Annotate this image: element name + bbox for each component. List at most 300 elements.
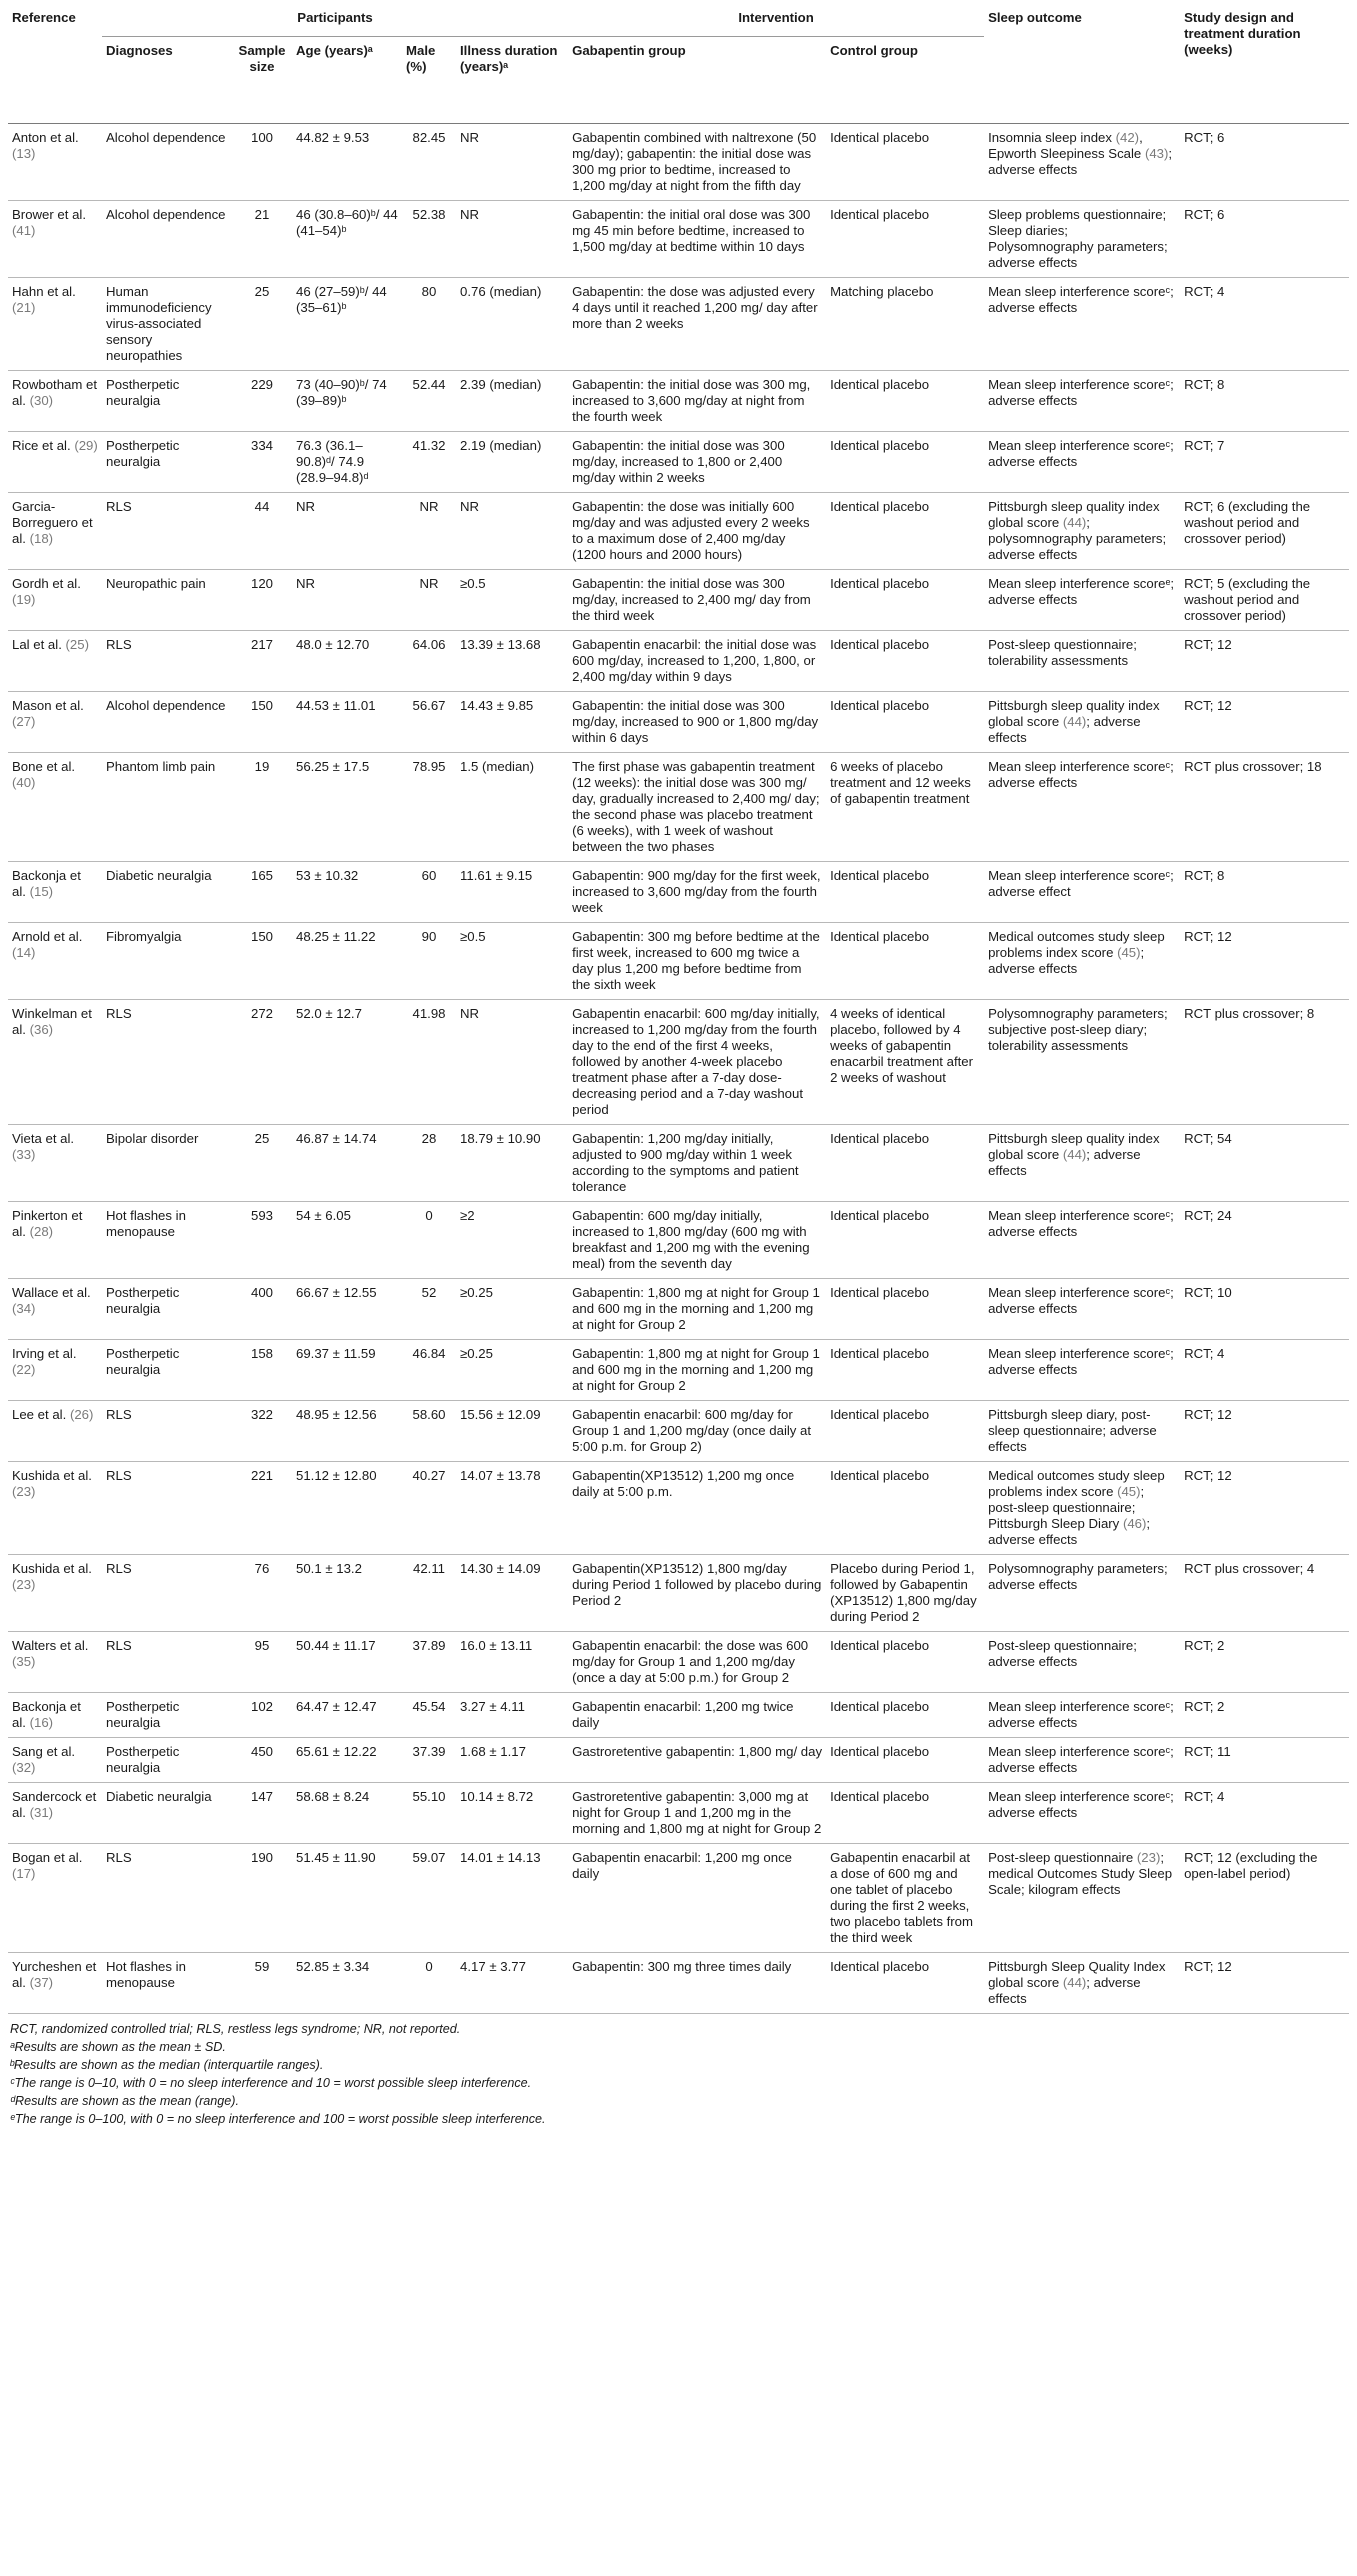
diagnosis-cell: Hot flashes in menopause [106,1959,186,1990]
reference-cell [8,1462,102,1555]
reference-cell [8,493,102,570]
male-percent-cell: 28 [421,1131,437,1146]
table-row [8,124,1349,201]
reference-author: Hahn et al. [12,284,76,299]
male-percent-cell: 60 [421,868,437,883]
gabapentin-group-cell: Gabapentin: 600 mg/day initially, increased to 1,800 mg/day (600 mg with breakfast and 1,200 mg with the evening meal) from the seventh day [572,1208,810,1271]
male-percent-cell: 55.10 [412,1789,446,1804]
header-intervention: Intervention [568,8,984,37]
reference-number-link[interactable]: (27) [12,714,36,729]
reference-number-link[interactable]: (13) [12,146,36,161]
age-cell: 48.25 ± 11.22 [296,929,376,944]
citation-link[interactable]: (43) [1144,146,1169,161]
sleep-outcome-cell: Mean sleep interference scoreᶜ; adverse effects [988,284,1174,315]
diagnosis-cell: RLS [106,1006,132,1021]
age-cell: 64.47 ± 12.47 [296,1699,377,1714]
study-design-cell: RCT; 11 [1184,1744,1231,1759]
sample-size-cell: 165 [250,868,273,883]
citation-link[interactable]: (44) [1062,515,1087,530]
sleep-outcome-cell: Medical outcomes study sleep problems index score (45); adverse effects [988,929,1165,976]
reference-cell [8,570,102,631]
study-design-cell: RCT; 54 [1184,1131,1232,1146]
footnote: ᵈResults are shown as the mean (range). [10,2094,239,2108]
header-male: Male (%) [406,43,436,74]
reference-cell [8,1202,102,1279]
study-design-cell: RCT; 24 [1184,1208,1232,1223]
sample-size-cell: 334 [250,438,273,453]
gabapentin-group-cell: Gabapentin: 300 mg before bedtime at the first week, increased to 600 mg twice a day plus 1,200 mg before bedtime from the sixth week [572,929,820,992]
header-reference: Reference [12,10,76,25]
control-group-cell: Identical placebo [830,1468,930,1483]
age-cell: 52.85 ± 3.34 [296,1959,370,1974]
reference-author: Sandercock et al. [12,1789,97,1820]
sample-size-cell: 158 [250,1346,273,1361]
study-design-cell: RCT; 12 [1184,929,1232,944]
gabapentin-group-cell: Gabapentin: the dose was adjusted every 4 days until it reached 1,200 mg/ day after more than 2 weeks [572,284,818,331]
reference-number-link[interactable]: (29) [74,438,98,453]
control-group-cell: Identical placebo [830,698,930,713]
study-design-cell: RCT; 7 [1184,438,1225,453]
diagnosis-cell: Alcohol dependence [106,207,226,222]
citation-link[interactable]: (44) [1062,1147,1087,1162]
gabapentin-group-cell: Gabapentin(XP13512) 1,200 mg once daily at 5:00 p.m. [572,1468,795,1499]
reference-number-link[interactable]: (15) [29,884,54,899]
table-row [8,1844,1349,1953]
reference-number-link[interactable]: (21) [12,300,36,315]
study-design-cell: RCT; 12 [1184,1959,1232,1974]
reference-cell [8,1279,102,1340]
male-percent-cell: 80 [421,284,437,299]
footnote: RCT, randomized controlled trial; RLS, restless legs syndrome; NR, not reported. [10,2022,461,2036]
reference-number-link[interactable]: (31) [29,1805,54,1820]
reference-number-link[interactable]: (25) [65,637,89,652]
male-percent-cell: 45.54 [412,1699,446,1714]
header-illness-duration: Illness duration (years)ᵃ [460,43,558,74]
sleep-outcome-cell: Pittsburgh Sleep Quality Index global score (44); adverse effects [988,1959,1166,2006]
diagnosis-cell: Postherpetic neuralgia [106,1285,180,1316]
reference-cell [8,1632,102,1693]
reference-number-link[interactable]: (28) [29,1224,54,1239]
reference-number-link[interactable]: (26) [69,1407,94,1422]
illness-duration-cell: ≥2 [460,1208,475,1223]
control-group-cell: Identical placebo [830,868,930,883]
header-control-group: Control group [830,43,918,58]
table-row [8,1555,1349,1632]
sleep-outcome-cell: Pittsburgh sleep quality index global score (44); adverse effects [988,1131,1160,1178]
table-row [8,278,1349,371]
male-percent-cell: 37.39 [412,1744,446,1759]
control-group-cell: Identical placebo [830,1699,930,1714]
table-row [8,1738,1349,1783]
gabapentin-group-cell: Gabapentin enacarbil: 1,200 mg once daily [572,1850,793,1881]
citation-link[interactable]: (44) [1062,714,1087,729]
sleep-outcome-cell: Pittsburgh sleep quality index global score (44); adverse effects [988,698,1160,745]
illness-duration-cell: 2.39 (median) [460,377,542,392]
study-design-cell: RCT; 4 [1184,1346,1225,1361]
gabapentin-group-cell: Gabapentin: the initial dose was 300 mg, increased to 3,600 mg/day at night from the fourth week [572,377,811,424]
reference-author: Kushida et al. [12,1561,92,1576]
sample-size-cell: 21 [254,207,270,222]
citation-link[interactable]: (44) [1062,1975,1087,1990]
study-design-cell: RCT; 12 [1184,637,1232,652]
control-group-cell: Identical placebo [830,1407,930,1422]
reference-number-link[interactable]: (18) [29,531,54,546]
reference-number-link[interactable]: (22) [12,1362,36,1377]
male-percent-cell: 42.11 [412,1561,446,1576]
control-group-cell: Identical placebo [830,1638,930,1653]
illness-duration-cell: NR [460,207,480,222]
table-row [8,692,1349,753]
reference-number-link[interactable]: (33) [12,1147,36,1162]
gabapentin-group-cell: Gabapentin: 1,200 mg/day initially, adjusted to 900 mg/day within 1 week according to the symptoms and patient tolerance [572,1131,799,1194]
reference-number-link[interactable]: (36) [29,1022,54,1037]
table-row [8,1202,1349,1279]
reference-author: Yurcheshen et al. [12,1959,97,1990]
table-row [8,1000,1349,1125]
footnote: ᵇResults are shown as the median (interquartile ranges). [10,2058,324,2072]
citation-link[interactable]: (42) [1115,130,1140,145]
header-sample-size: Sample size [238,43,286,74]
reference-cell [8,692,102,753]
illness-duration-cell: 1.5 (median) [460,759,535,774]
study-design-cell: RCT plus crossover; 4 [1184,1561,1315,1576]
table-row [8,371,1349,432]
male-percent-cell: 0 [425,1208,433,1223]
gabapentin-group-cell: Gabapentin enacarbil: the dose was 600 mg/day for Group 1 and 1,200 mg/day (once a day at 5:00 p.m.) for Group 2 [572,1638,809,1685]
male-percent-cell: 40.27 [412,1468,446,1483]
citation-link[interactable]: (46) [1122,1516,1147,1531]
illness-duration-cell: 1.68 ± 1.17 [460,1744,526,1759]
male-percent-cell: 52.44 [412,377,446,392]
sample-size-cell: 400 [250,1285,273,1300]
sample-size-cell: 217 [250,637,273,652]
male-percent-cell: 90 [421,929,437,944]
sleep-outcome-cell: Pittsburgh sleep quality index global score (44); polysomnography parameters; adverse effects [988,499,1167,562]
reference-author: Kushida et al. [12,1468,92,1483]
table-row [8,1401,1349,1462]
sample-size-cell: 450 [250,1744,273,1759]
reference-author: Arnold et al. [12,929,83,944]
gabapentin-group-cell: Gabapentin enacarbil: 1,200 mg twice daily [572,1699,794,1730]
reference-cell [8,1125,102,1202]
gabapentin-group-cell: The first phase was gabapentin treatment (12 weeks): the initial dose was 300 mg/ day, gradually increased to 2,400 mg/ day; the second phase was placebo treatment (6 weeks), with 1 week of washout between the two phases [572,759,820,854]
control-group-cell: Identical placebo [830,1285,930,1300]
diagnosis-cell: Phantom limb pain [106,759,216,774]
sleep-outcome-cell: Mean sleep interference scoreᶜ; adverse effects [988,438,1174,469]
sleep-outcome-cell: Mean sleep interference scoreᶜ; adverse effects [988,1789,1174,1820]
sleep-outcome-cell: Mean sleep interference scoreᵉ; adverse effects [988,576,1175,607]
age-cell: 50.1 ± 13.2 [296,1561,362,1576]
reference-cell [8,923,102,1000]
header-participants: Participants [102,8,568,37]
sleep-outcome-cell: Insomnia sleep index (42), Epworth Sleepiness Scale (43); adverse effects [988,130,1173,177]
gabapentin-group-cell: Gabapentin enacarbil: 600 mg/day initially, increased to 1,200 mg/day from the fourth day to the end of the first 4 weeks, followed by another 4-week placebo treatment phase after a 7-day dose-decreasing period and a 7-day washout period [572,1006,820,1117]
age-cell: 76.3 (36.1–90.8)ᵈ/ 74.9 (28.9–94.8)ᵈ [296,438,369,485]
male-percent-cell: 52.38 [412,207,446,222]
diagnosis-cell: Bipolar disorder [106,1131,199,1146]
control-group-cell: Identical placebo [830,1346,930,1361]
study-design-cell: RCT plus crossover; 18 [1184,759,1322,774]
illness-duration-cell: 15.56 ± 12.09 [460,1407,541,1422]
reference-number-link[interactable]: (23) [12,1577,36,1592]
reference-cell [8,124,102,201]
age-cell: 51.45 ± 11.90 [296,1850,376,1865]
control-group-cell: 6 weeks of placebo treatment and 12 weeks of gabapentin treatment [830,759,971,806]
sleep-outcome-cell: Mean sleep interference scoreᶜ; adverse effects [988,759,1174,790]
sample-size-cell: 19 [254,759,270,774]
control-group-cell: Identical placebo [830,576,930,591]
gabapentin-group-cell: Gabapentin: 1,800 mg at night for Group 1 and 600 mg in the morning and 1,200 mg at night for Group 2 [572,1285,820,1332]
reference-cell [8,1555,102,1632]
citation-link[interactable]: (23) [1136,1850,1161,1865]
reference-author: Bogan et al. [12,1850,83,1865]
reference-author: Winkelman et al. [12,1006,92,1037]
control-group-cell: Identical placebo [830,1789,930,1804]
table-row [8,862,1349,923]
table-row [8,493,1349,570]
control-group-cell: Identical placebo [830,637,930,652]
sample-size-cell: 229 [250,377,273,392]
illness-duration-cell: 3.27 ± 4.11 [460,1699,525,1714]
table-row [8,1462,1349,1555]
reference-number-link[interactable]: (14) [12,945,36,960]
table-row [8,1783,1349,1844]
gabapentin-group-cell: Gabapentin: the initial dose was 300 mg/day, increased to 1,800 or 2,400 mg/day within 2 weeks [572,438,785,485]
reference-author: Bone et al. [12,759,76,774]
male-percent-cell: 41.98 [412,1006,446,1021]
sleep-outcome-cell: Mean sleep interference scoreᶜ; adverse effects [988,1744,1174,1775]
sample-size-cell: 102 [250,1699,273,1714]
age-cell: 46 (27–59)ᵇ/ 44 (35–61)ᵇ [296,284,387,315]
study-design-cell: RCT; 4 [1184,1789,1225,1804]
diagnosis-cell: Postherpetic neuralgia [106,438,180,469]
header-diagnoses: Diagnoses [106,43,173,58]
gabapentin-group-cell: Gabapentin: 900 mg/day for the first week, increased to 3,600 mg/day from the fourth week [572,868,821,915]
sample-size-cell: 147 [250,1789,273,1804]
header-group-row [8,8,1349,37]
male-percent-cell: 78.95 [412,759,446,774]
reference-cell [8,1000,102,1125]
male-percent-cell: 37.89 [412,1638,446,1653]
footnote: ᵃResults are shown as the mean ± SD. [10,2040,226,2054]
reference-author: Rowbotham et al. [12,377,98,408]
sleep-outcome-cell: Mean sleep interference scoreᶜ; adverse effects [988,1285,1174,1316]
table-footnotes [8,2020,1349,2128]
sample-size-cell: 150 [250,929,273,944]
age-cell: 46.87 ± 14.74 [296,1131,377,1146]
footnote: ᶜThe range is 0–10, with 0 = no sleep interference and 10 = worst possible sleep interference. [10,2076,532,2090]
reference-cell [8,1401,102,1462]
illness-duration-cell: NR [460,1006,480,1021]
table-row [8,570,1349,631]
reference-number-link[interactable]: (17) [12,1866,36,1881]
citation-link[interactable]: (45) [1117,1484,1141,1499]
diagnosis-cell: RLS [106,1638,132,1653]
reference-number-link[interactable]: (16) [29,1715,54,1730]
reference-cell [8,201,102,278]
table-body [8,124,1349,2014]
study-design-cell: RCT; 12 [1184,1407,1232,1422]
male-percent-cell: NR [419,499,439,514]
diagnosis-cell: Neuropathic pain [106,576,206,591]
sleep-outcome-cell: Polysomnography parameters; adverse effects [988,1561,1168,1592]
control-group-cell: Identical placebo [830,1131,930,1146]
reference-author: Mason et al. [12,698,84,713]
gabapentin-group-cell: Gastroretentive gabapentin: 3,000 mg at night for Group 1 and 1,200 mg in the morning and 1,800 mg at night for Group 2 [572,1789,822,1836]
control-group-cell: Identical placebo [830,929,930,944]
gabapentin-group-cell: Gabapentin: the initial oral dose was 300 mg 45 min before bedtime, increased to 1,500 mg/day at bedtime within 10 days [572,207,811,254]
table-row [8,1125,1349,1202]
diagnosis-cell: Postherpetic neuralgia [106,377,180,408]
reference-author: Gordh et al. [12,576,81,591]
study-design-cell: RCT; 4 [1184,284,1225,299]
reference-number-link[interactable]: (34) [12,1301,36,1316]
study-design-cell: RCT; 2 [1184,1638,1225,1653]
reference-author: Vieta et al. [12,1131,75,1146]
gabapentin-group-cell: Gabapentin: 300 mg three times daily [572,1959,792,1974]
age-cell: 52.0 ± 12.7 [296,1006,362,1021]
study-design-cell: RCT; 8 [1184,377,1225,392]
age-cell: 50.44 ± 11.17 [296,1638,376,1653]
male-percent-cell: 64.06 [412,637,446,652]
diagnosis-cell: Human immunodeficiency virus-associated sensory neuropathies [106,284,212,363]
gabapentin-group-cell: Gabapentin combined with naltrexone (50 mg/day); gabapentin: the initial dose was 300 mg prior to bedtime, increased to 1,200 mg/day at night from the fifth day [572,130,817,193]
table-row [8,1279,1349,1340]
age-cell: 66.67 ± 12.55 [296,1285,377,1300]
sample-size-cell: 272 [250,1006,273,1021]
gabapentin-group-cell: Gabapentin: the initial dose was 300 mg/day, increased to 2,400 mg/ day from the third week [572,576,811,623]
control-group-cell: Identical placebo [830,1208,930,1223]
reference-author: Irving et al. [12,1346,77,1361]
gabapentin-group-cell: Gabapentin: the dose was initially 600 mg/day and was adjusted every 2 weeks to a maximum dose of 2,400 mg/day (1200 hours and 2000 hours) [572,499,810,562]
diagnosis-cell: RLS [106,499,132,514]
control-group-cell: 4 weeks of identical placebo, followed by 4 weeks of gabapentin enacarbil treatment after 2 weeks of washout [830,1006,974,1085]
study-design-cell: RCT; 8 [1184,868,1225,883]
male-percent-cell: 0 [425,1959,433,1974]
age-cell: NR [296,499,316,514]
illness-duration-cell: 13.39 ± 13.68 [460,637,541,652]
diagnosis-cell: RLS [106,1407,132,1422]
sleep-outcome-cell: Mean sleep interference scoreᶜ; adverse effects [988,1208,1174,1239]
footnote: ᵉThe range is 0–100, with 0 = no sleep interference and 100 = worst possible sleep interference. [10,2112,546,2126]
reference-number-link[interactable]: (23) [12,1484,36,1499]
age-cell: 51.12 ± 12.80 [296,1468,377,1483]
reference-number-link[interactable]: (30) [29,393,54,408]
study-design-cell: RCT; 6 [1184,207,1225,222]
header-gabapentin-group: Gabapentin group [572,43,686,58]
reference-number-link[interactable]: (41) [12,223,36,238]
table-row [8,201,1349,278]
reference-number-link[interactable]: (37) [29,1975,54,1990]
reference-number-link[interactable]: (19) [12,592,36,607]
study-design-cell: RCT; 12 [1184,698,1232,713]
illness-duration-cell: 16.0 ± 13.11 [460,1638,533,1653]
control-group-cell: Identical placebo [830,130,930,145]
diagnosis-cell: Diabetic neuralgia [106,868,212,883]
table-row [8,923,1349,1000]
reference-author: Walters et al. [12,1638,89,1653]
sample-size-cell: 100 [250,130,273,145]
study-design-cell: RCT; 12 [1184,1468,1232,1483]
table-row [8,1693,1349,1738]
control-group-cell: Identical placebo [830,1959,930,1974]
diagnosis-cell: RLS [106,1468,132,1483]
sleep-outcome-cell: Post-sleep questionnaire; adverse effects [988,1638,1137,1669]
study-design-cell: RCT; 6 (excluding the washout period and crossover period) [1184,499,1311,546]
diagnosis-cell: Postherpetic neuralgia [106,1346,180,1377]
citation-link[interactable]: (45) [1117,945,1141,960]
sleep-outcome-cell: Sleep problems questionnaire; Sleep diaries; Polysomnography parameters; adverse effects [988,207,1168,270]
illness-duration-cell: ≥0.25 [460,1285,493,1300]
header-age: Age (years)ᵃ [296,43,373,58]
reference-cell [8,278,102,371]
reference-cell [8,1738,102,1783]
control-group-cell: Identical placebo [830,207,930,222]
sleep-outcome-cell: Pittsburgh sleep diary, post-sleep questionnaire; adverse effects [988,1407,1157,1454]
diagnosis-cell: RLS [106,637,132,652]
sleep-outcome-cell: Medical outcomes study sleep problems index score (45); post-sleep questionnaire; Pittsburgh Sleep Diary (46); adverse effects [988,1468,1165,1547]
sample-size-cell: 25 [254,1131,270,1146]
illness-duration-cell: ≥0.25 [460,1346,493,1361]
gabapentin-group-cell: Gabapentin enacarbil: 600 mg/day for Group 1 and 1,200 mg/day (once daily at 5:00 p.m. for Group 2) [572,1407,812,1454]
reference-author: Sang et al. [12,1744,76,1759]
reference-cell [8,1844,102,1953]
sleep-outcome-cell: Mean sleep interference scoreᶜ; adverse effect [988,868,1174,899]
sample-size-cell: 322 [250,1407,273,1422]
age-cell: 54 ± 6.05 [296,1208,351,1223]
male-percent-cell: 52 [421,1285,437,1300]
male-percent-cell: NR [419,576,439,591]
sleep-outcome-cell: Mean sleep interference scoreᶜ; adverse effects [988,1699,1174,1730]
reference-cell [8,432,102,493]
reference-cell [8,1340,102,1401]
illness-duration-cell: 0.76 (median) [460,284,542,299]
reference-author: Backonja et al. [12,868,81,899]
reference-author: Wallace et al. [12,1285,91,1300]
sample-size-cell: 221 [250,1468,273,1483]
age-cell: 73 (40–90)ᵇ/ 74 (39–89)ᵇ [296,377,387,408]
reference-author: Garcia-Borreguero et al. [12,499,93,546]
gabapentin-group-cell: Gastroretentive gabapentin: 1,800 mg/ day [572,1744,823,1759]
sleep-outcome-cell: Mean sleep interference scoreᶜ; adverse effects [988,377,1174,408]
reference-cell [8,862,102,923]
reference-number-link[interactable]: (40) [12,775,36,790]
illness-duration-cell: 2.19 (median) [460,438,542,453]
study-design-cell: RCT; 12 (excluding the open-label period) [1184,1850,1318,1881]
control-group-cell: Gabapentin enacarbil at a dose of 600 mg and one tablet of placebo during the first 2 weeks, two placebo tablets from the third week [830,1850,974,1945]
reference-number-link[interactable]: (35) [12,1654,36,1669]
reference-author: Brower et al. [12,207,87,222]
illness-duration-cell: NR [460,499,480,514]
illness-duration-cell: 14.43 ± 9.85 [460,698,534,713]
age-cell: NR [296,576,316,591]
age-cell: 58.68 ± 8.24 [296,1789,370,1804]
illness-duration-cell: 14.30 ± 14.09 [460,1561,541,1576]
diagnosis-cell: Alcohol dependence [106,130,226,145]
reference-author: Anton et al. [12,130,79,145]
table-row [8,1340,1349,1401]
reference-number-link[interactable]: (32) [12,1760,36,1775]
illness-duration-cell: 4.17 ± 3.77 [460,1959,526,1974]
table-row [8,753,1349,862]
control-group-cell: Matching placebo [830,284,934,299]
table-row [8,432,1349,493]
sample-size-cell: 25 [254,284,270,299]
sample-size-cell: 95 [254,1638,270,1653]
sleep-outcome-cell: Polysomnography parameters; subjective post-sleep diary; tolerability assessments [988,1006,1168,1053]
study-design-cell: RCT; 10 [1184,1285,1232,1300]
reference-cell [8,1953,102,2014]
